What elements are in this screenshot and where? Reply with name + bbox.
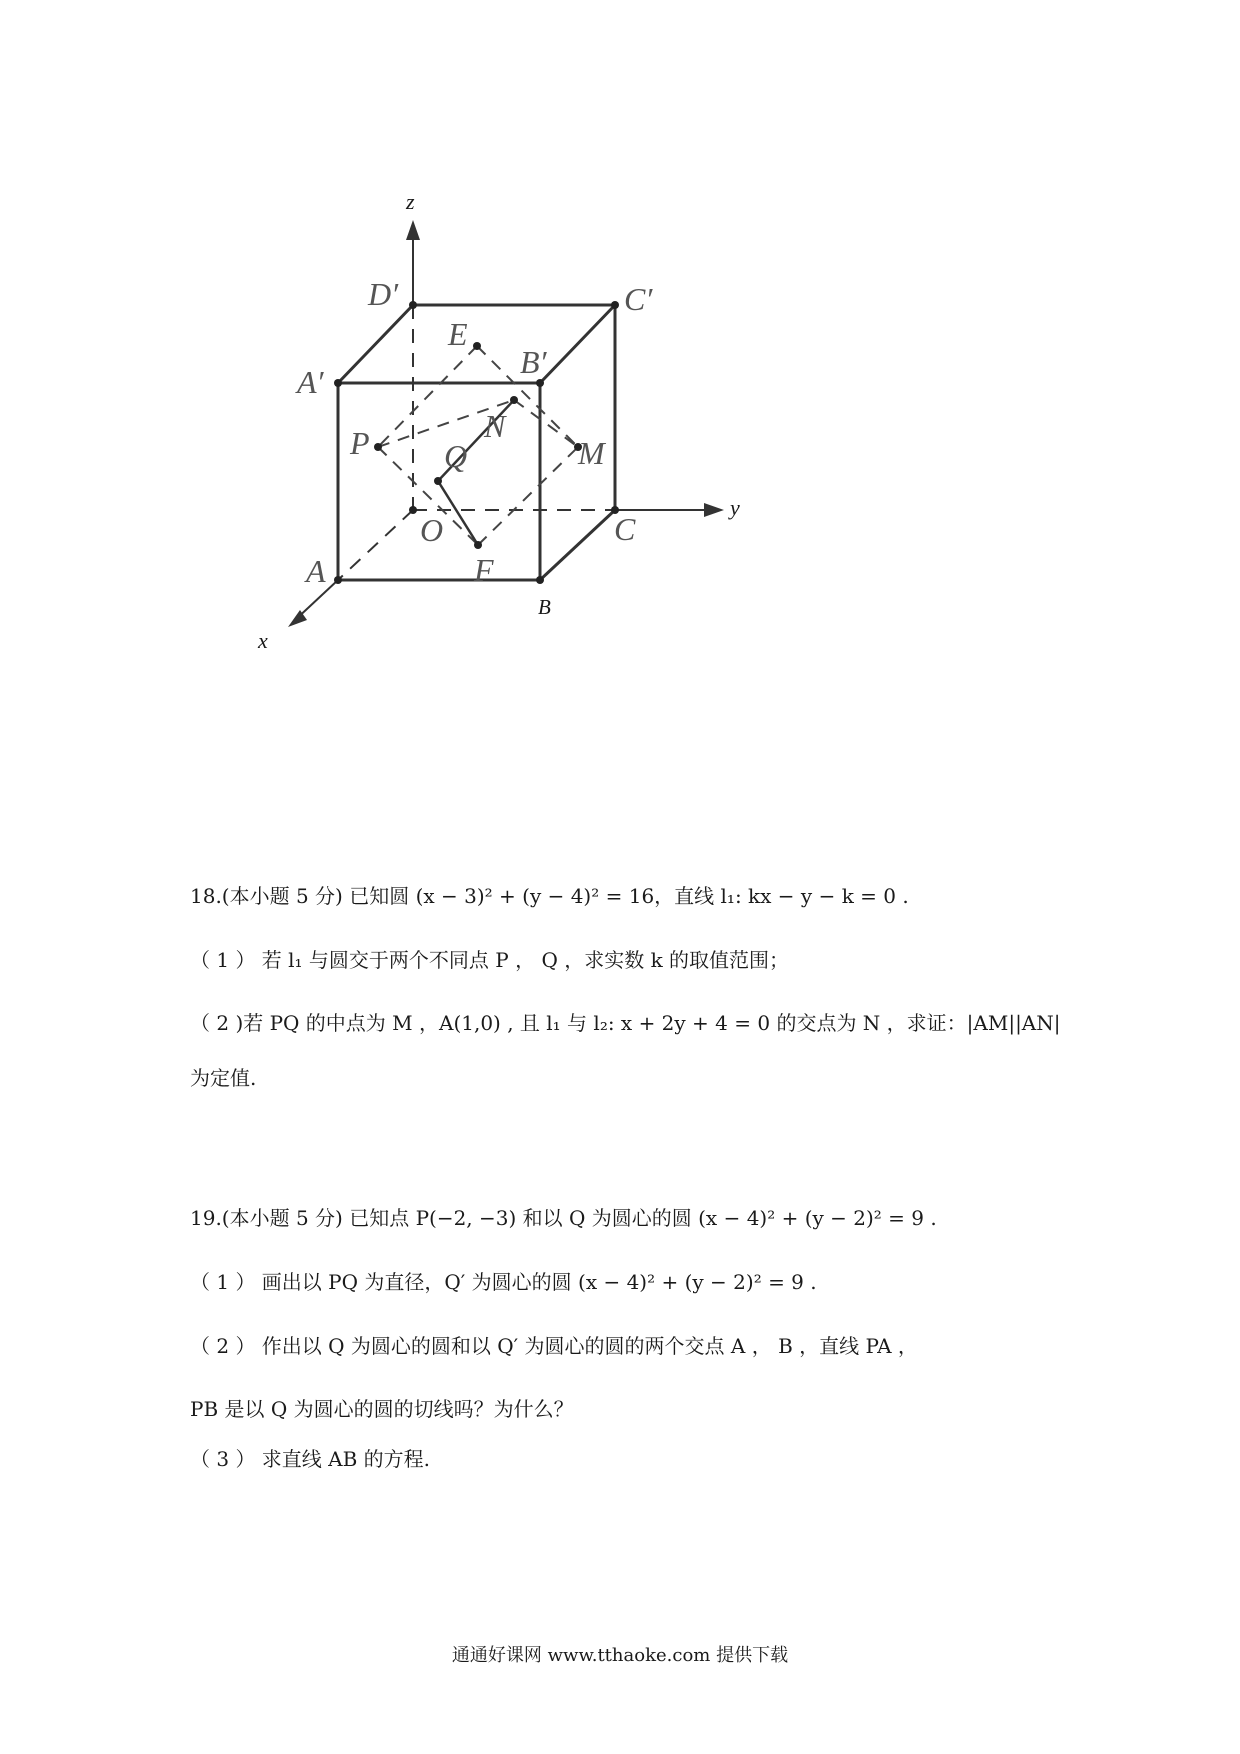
- point-aprime: [334, 379, 342, 387]
- point-b: [536, 576, 544, 584]
- y-arrow-icon: [704, 503, 724, 517]
- label-b: B: [538, 595, 551, 619]
- segment-e-p: [378, 346, 477, 447]
- point-n: [510, 396, 518, 404]
- q18-stem: 18.(本小题 5 分) 已知圆 (x − 3)² + (y − 4)² = 16，直线 l₁: kx − y − k = 0 .: [190, 884, 909, 908]
- q18-part1: （ 1 ） 若 l₁ 与圆交于两个不同点 P ， Q ，求实数 k 的取值范围；: [190, 948, 790, 972]
- label-m: M: [578, 435, 605, 471]
- label-cprime: C′: [624, 281, 653, 317]
- label-n: N: [484, 408, 506, 444]
- label-bprime: B′: [520, 344, 547, 380]
- point-f: [474, 541, 482, 549]
- segment-n-m: [514, 400, 578, 447]
- point-cprime: [611, 301, 619, 309]
- point-q: [434, 477, 442, 485]
- q19-part1: （ 1 ） 画出以 PQ 为直径，Q′ 为圆心的圆 (x − 4)² + (y − 2)² = 9 .: [190, 1270, 817, 1294]
- cube-figure: [0, 0, 1240, 700]
- footer-source: 通通好课网 www.tthaoke.com 提供下载: [451, 1645, 789, 1666]
- q19-part2-cont: PB 是以 Q 为圆心的圆的切线吗？为什么？: [190, 1397, 574, 1421]
- label-p: P: [350, 425, 370, 461]
- label-e: E: [448, 316, 468, 352]
- segment-f-m: [478, 447, 578, 545]
- label-o: O: [420, 512, 444, 548]
- point-a: [334, 576, 342, 584]
- q19-part2: （ 2 ） 作出以 Q 为圆心的圆和以 Q′ 为圆心的圆的两个交点 A ， B ，直线 PA ，: [190, 1334, 918, 1358]
- x-axis-hidden: [338, 510, 413, 580]
- axis-label-z: z: [406, 189, 415, 214]
- label-f: F: [474, 552, 494, 588]
- label-a: A: [306, 553, 326, 589]
- cube-edge-b-c: [540, 510, 615, 580]
- axis-label-x: x: [258, 628, 268, 653]
- label-dprime: D′: [368, 276, 399, 312]
- label-c: C: [614, 511, 636, 547]
- q18-part2: （ 2 )若 PQ 的中点为 M ，A(1,0) , 且 l₁ 与 l₂: x + 2y + 4 = 0 的交点为 N ，求证：|AM||AN|: [190, 1011, 1061, 1035]
- z-arrow-icon: [406, 220, 420, 240]
- point-dprime: [409, 301, 417, 309]
- cube-edge-bprime-cprime: [540, 305, 615, 383]
- point-o: [409, 506, 417, 514]
- label-aprime: A′: [297, 364, 324, 400]
- point-e: [473, 342, 481, 350]
- cube-edge-aprime-dprime: [338, 305, 413, 383]
- q19-stem: 19.(本小题 5 分) 已知点 P(−2, −3) 和以 Q 为圆心的圆 (x − 4)² + (y − 2)² = 9 .: [190, 1206, 937, 1230]
- point-bprime: [536, 379, 544, 387]
- point-p: [374, 443, 382, 451]
- axis-label-y: y: [730, 495, 740, 520]
- q19-part3: （ 3 ） 求直线 AB 的方程.: [190, 1447, 431, 1471]
- label-q: Q: [444, 438, 468, 474]
- q18-part2-cont: 为定值.: [190, 1066, 257, 1090]
